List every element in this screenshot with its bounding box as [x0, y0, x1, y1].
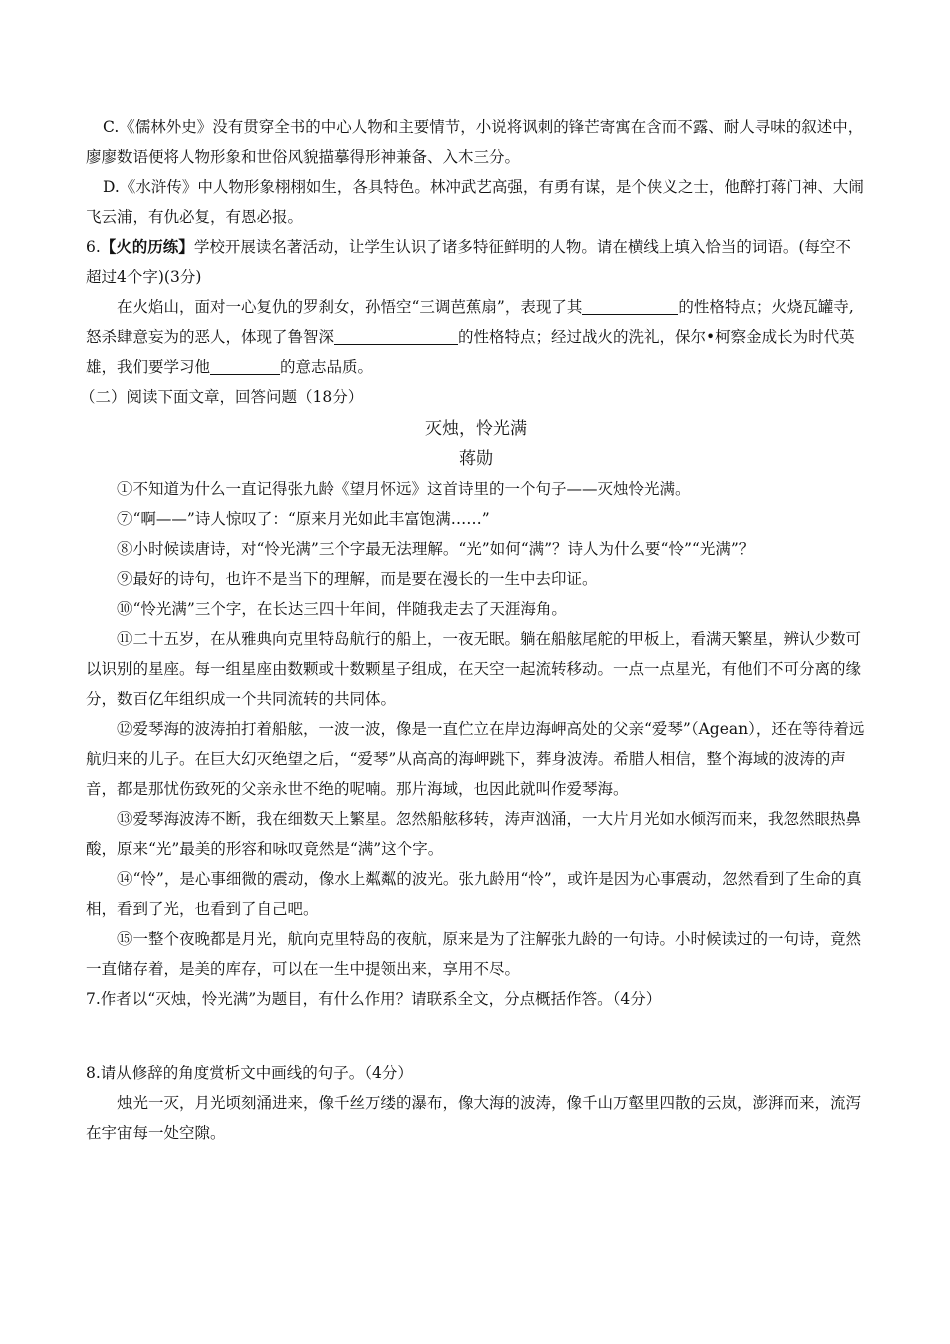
article-paragraph: ⑨最好的诗句，也许不是当下的理解，而是要在漫长的一生中去印证。	[117, 570, 598, 588]
article-author: 蒋勋	[459, 449, 493, 469]
answer-blank-1[interactable]	[582, 296, 678, 315]
article-paragraph: ①不知道为什么一直记得张九龄《望月怀远》这首诗里的一个句子——灭烛怜光满。	[117, 480, 691, 498]
article-paragraph: ⑦“啊——”诗人惊叹了：“原来月光如此丰富饱满……”	[117, 510, 490, 528]
article-title: 灭烛，怜光满	[425, 419, 527, 439]
question-8: 8.请从修辞的角度赏析文中画线的句子。（4分）	[86, 1064, 413, 1082]
article-paragraph: ⑩“怜光满”三个字，在长达三四十年间，伴随我走去了天涯海角。	[117, 600, 567, 618]
exam-page	[80, 112, 866, 1148]
question-6-fill-text	[86, 292, 866, 382]
article-paragraph: ⑮一整个夜晚都是月光，航向克里特岛的夜航，原来是为了注解张九龄的一句诗。小时候读过的一句诗，竟然一直储存着，是美的库存，可以在一生中提领出来，享用不尽。	[86, 930, 862, 978]
section-2-heading: （二）阅读下面文章，回答问题（18分）	[80, 388, 364, 406]
fill-text-b: 的性格特点；火烧瓦罐寺,怒杀肆意妄为的恶人，体现了鲁智深	[86, 298, 854, 346]
option-d: D.《水浒传》中人物形象栩栩如生，各具特色。林冲武艺高强，有勇有谋，是个侠义之士，他醉打蒋门神、大闹飞云浦，有仇必复，有恩必报。	[86, 178, 864, 226]
article-paragraph: ⑧小时候读唐诗，对“怜光满”三个字最无法理解。“光”如何“满”？诗人为什么要“怜”“光满”？	[117, 540, 755, 558]
option-c: C.《儒林外史》没有贯穿全书的中心人物和主要情节，小说将讽刺的锋芒寄寓在含而不露、耐人寻味的叙述中，廖廖数语便将人物形象和世俗风貌描摹得形神兼备、入木三分。	[86, 118, 864, 166]
question-6	[86, 232, 866, 292]
fill-text-a: 在火焰山，面对一心复仇的罗刹女，孙悟空“三调芭蕉扇”，表现了其	[117, 298, 583, 316]
fill-text-c: 的性格特点；经过战火的洗礼，保尔•柯察金成长为时代英雄，我们要学习他	[86, 328, 855, 376]
article-paragraph: ⑬爱琴海波涛不断，我在细数天上繁星。忽然船舷移转，涛声汹涌，一大片月光如水倾泻而来，我忽然眼热鼻酸，原来“光”最美的形容和咏叹竟然是“满”这个字。	[86, 810, 862, 858]
fill-text-d: 的意志品质。	[280, 358, 374, 376]
question-6-number: 6.	[86, 238, 101, 256]
answer-space-q7[interactable]	[86, 1014, 866, 1058]
question-8-quote: 烛光一灭，月光顷刻涌进来，像千丝万缕的瀑布，像大海的波涛，像千山万壑里四散的云岚，澎湃而来，流泻在宇宙每一处空隙。	[86, 1094, 862, 1142]
answer-blank-3[interactable]	[210, 356, 280, 375]
question-7: 7.作者以“灭烛，怜光满”为题目，有什么作用？请联系全文，分点概括作答。（4分）	[86, 990, 662, 1008]
question-6-text: 学校开展读名著活动，让学生认识了诸多特征鲜明的人物。请在横线上填入恰当的词语。(每空不超过4个字)(3分)	[86, 238, 851, 286]
article-paragraph: ⑭“怜”，是心事细微的震动，像水上粼粼的波光。张九龄用“怜”，或许是因为心事震动，忽然看到了生命的真相，看到了光，也看到了自己吧。	[86, 870, 862, 918]
question-6-tag: 【火的历练】	[100, 237, 194, 256]
article-paragraph: ⑪二十五岁，在从雅典向克里特岛航行的船上，一夜无眠。躺在船舷尾舵的甲板上，看满天繁星，辨认少数可以识别的星座。每一组星座由数颗或十数颗星子组成，在天空一起流转移动。一点一点星光，有他们不可分离的缘分，数百亿年组织成一个共同流转的共同体。	[86, 630, 862, 708]
article-paragraph: ⑫爱琴海的波涛拍打着船舷，一波一波，像是一直伫立在岸边海岬高处的父亲“爱琴”（Agean），还在等待着远航归来的儿子。在巨大幻灭绝望之后，“爱琴”从高高的海岬跳下，葬身波涛。希腊人相信，整个海域的波涛的声音，都是那忧伤致死的父亲永世不绝的呢喃。那片海域，也因此就叫作爱琴海。	[86, 720, 865, 798]
answer-blank-2[interactable]	[334, 326, 458, 345]
